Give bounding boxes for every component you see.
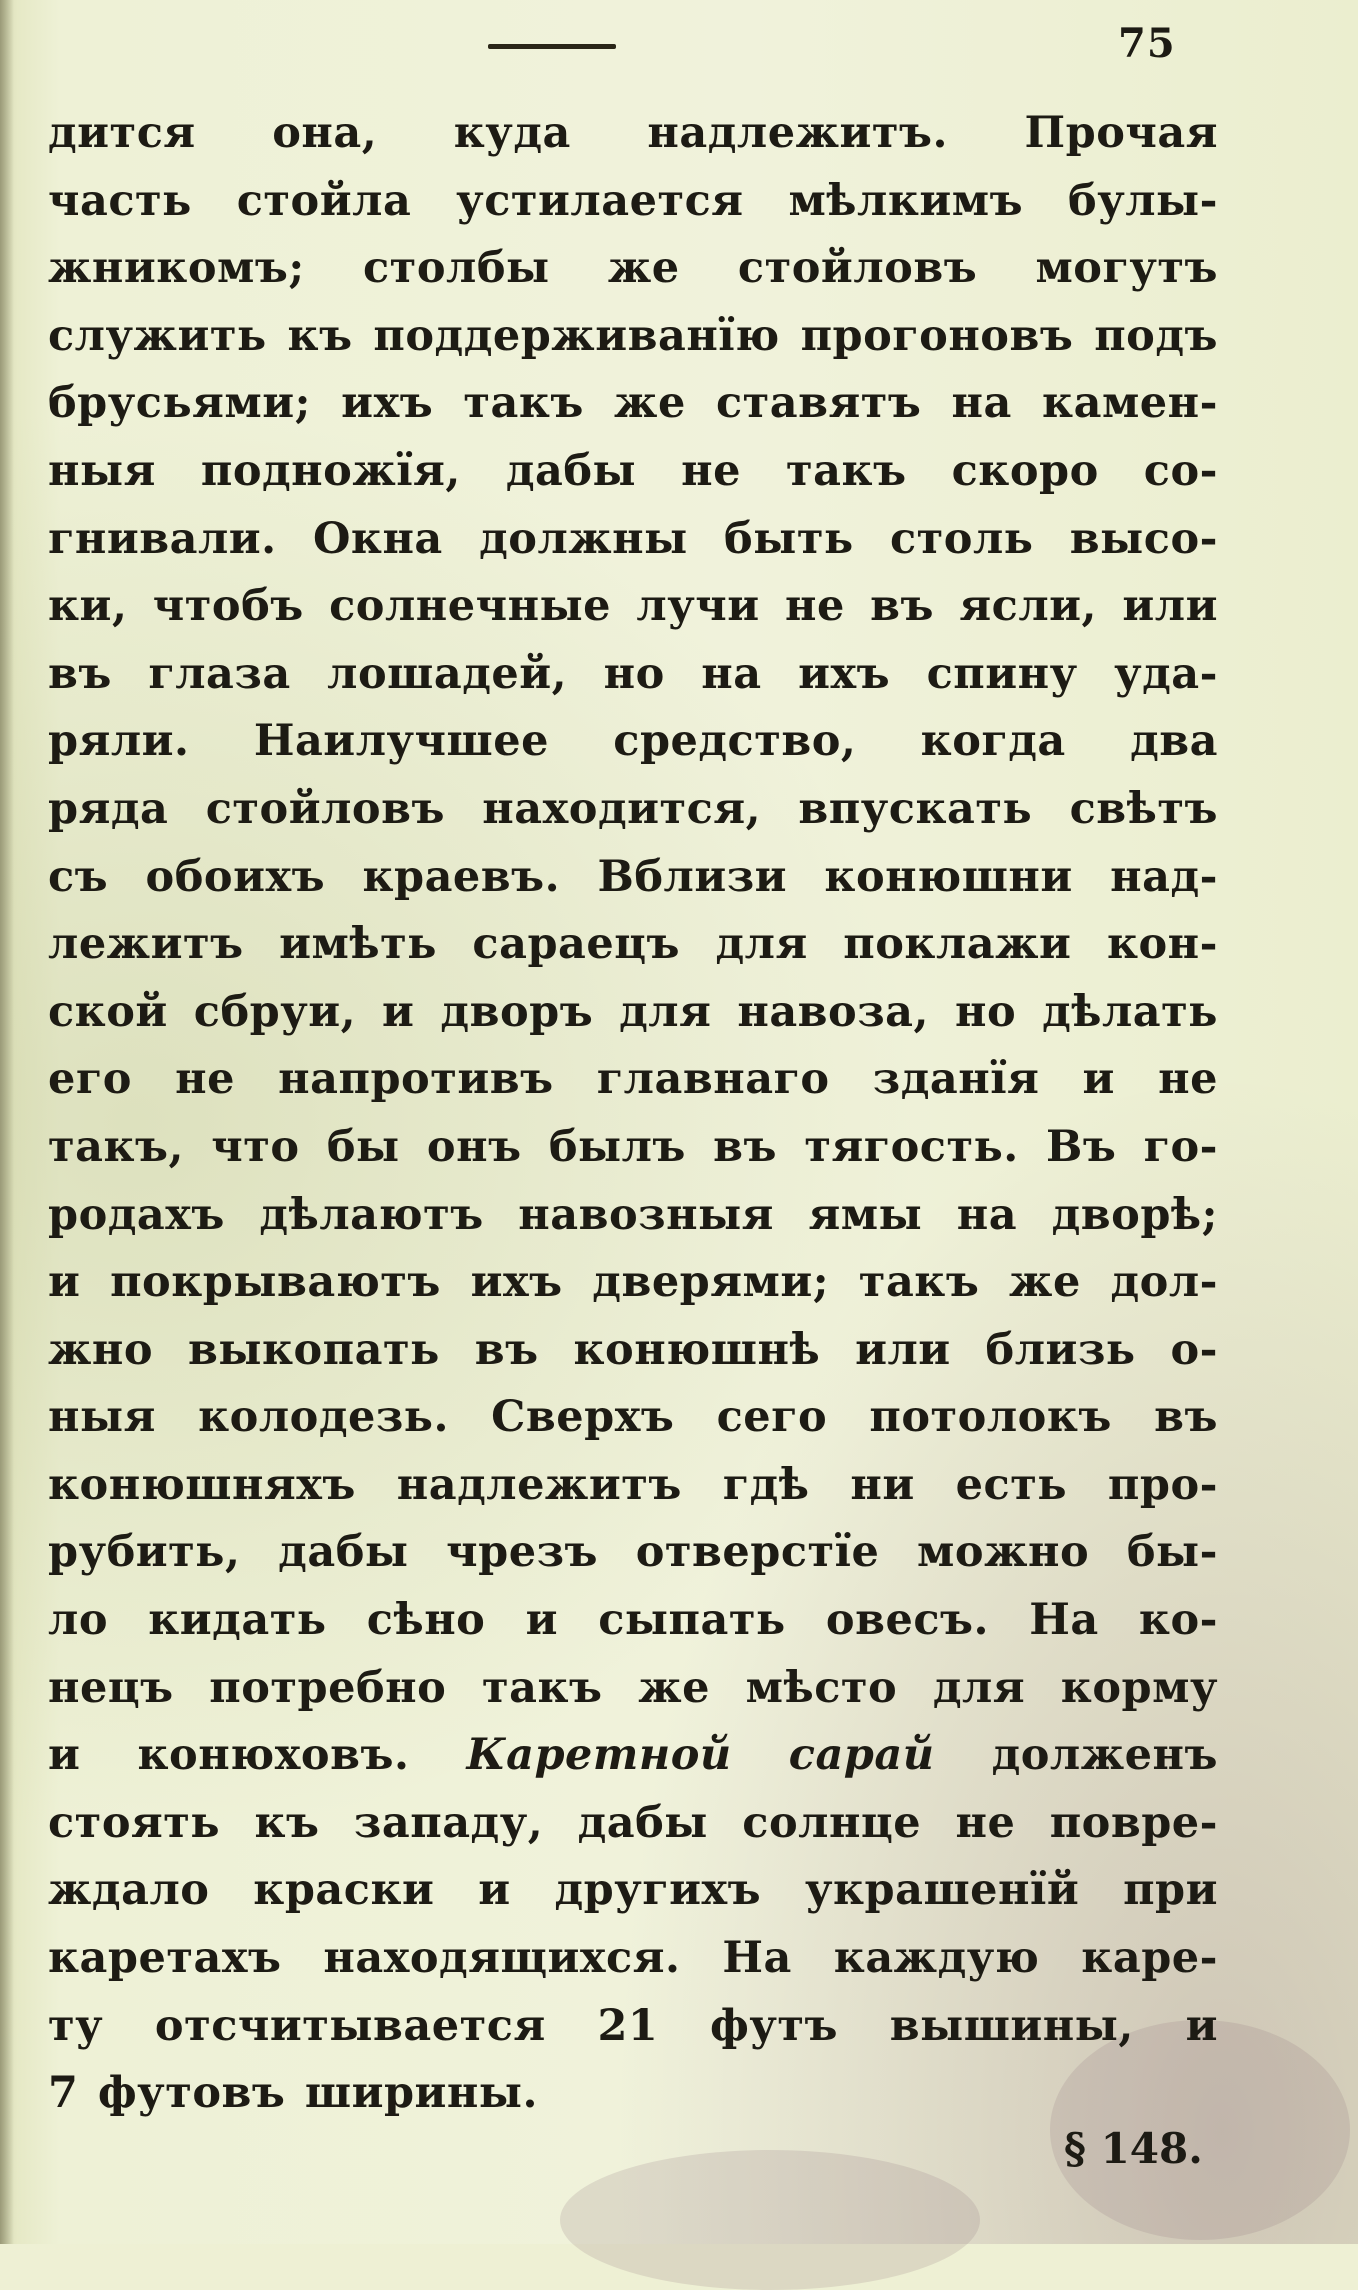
text-line: стоять къ западу, дабы солнце не повре- xyxy=(48,1797,1218,1848)
page-number: 75 xyxy=(1118,20,1176,67)
text-line: нецъ потребно такъ же мѣсто для корму xyxy=(48,1662,1218,1713)
text-line: 7 футовъ ширины. xyxy=(48,2068,538,2119)
text-line: часть стойла устилается мѣлкимъ булы- xyxy=(48,175,1218,226)
text-line: ждало краски и другихъ украшенїй при xyxy=(48,1865,1218,1916)
text-line: въ глаза лошадей, но на ихъ спину уда- xyxy=(48,648,1218,699)
text-line: служить къ поддерживанїю прогоновъ подъ xyxy=(48,310,1218,361)
text-line: каретахъ находящихся. На каждую каре- xyxy=(48,1933,1218,1984)
text-line: ныя колодезь. Сверхъ сего потолокъ въ xyxy=(48,1392,1218,1443)
text-line-with-italic xyxy=(48,1722,1218,1790)
paper-stain xyxy=(560,2150,980,2290)
text-line: рубить, дабы чрезъ отверстїе можно бы- xyxy=(48,1527,1218,1578)
header-rule xyxy=(488,44,616,49)
text-line: дится она, куда надлежитъ. Прочая xyxy=(48,108,1218,158)
text-line: ряли. Наилучшее средство, когда два xyxy=(48,716,1218,767)
text-line: ской сбруи, и дворъ для навоза, но дѣлать xyxy=(48,986,1218,1037)
text-line: жникомъ; столбы же стойловъ могутъ xyxy=(48,243,1218,294)
text-line: и покрываютъ ихъ дверями; такъ же дол- xyxy=(48,1257,1218,1308)
text-line: жно выкопать въ конюшнѣ или близь о- xyxy=(48,1324,1218,1375)
text-line: лежитъ имѣть сараецъ для поклажи кон- xyxy=(48,919,1218,970)
text-fragment: долженъ xyxy=(991,1730,1218,1781)
text-fragment: и конюховъ. xyxy=(48,1730,410,1781)
text-line: такъ, что бы онъ былъ въ тягость. Въ го- xyxy=(48,1121,1218,1172)
page-text xyxy=(48,100,1218,2128)
text-line: его не напротивъ главнаго зданїя и не xyxy=(48,1054,1218,1105)
text-line: ло кидать сѣно и сыпать овесъ. На ко- xyxy=(48,1595,1218,1646)
text-line: конюшняхъ надлежитъ гдѣ ни есть про- xyxy=(48,1459,1218,1510)
text-line: ту отсчитывается 21 футъ вышины, и xyxy=(48,2000,1218,2051)
text-line: ныя подножїя, дабы не такъ скоро со- xyxy=(48,445,1218,496)
text-line: гнивали. Окна должны быть столь высо- xyxy=(48,513,1218,564)
text-line: родахъ дѣлаютъ навозныя ямы на дворѣ; xyxy=(48,1189,1218,1240)
text-line: ки, чтобъ солнечные лучи не въ ясли, или xyxy=(48,581,1218,632)
text-line: брусьями; ихъ такъ же ставятъ на камен- xyxy=(48,378,1218,429)
text-line: ряда стойловъ находится, впускать свѣтъ xyxy=(48,783,1218,834)
section-marker: § 148. xyxy=(1064,2124,1203,2173)
text-line: съ обоихъ краевъ. Вблизи конюшни над- xyxy=(48,851,1218,902)
italic-phrase: Каретной сарай xyxy=(466,1730,935,1781)
page-gutter-shadow xyxy=(0,0,14,2244)
